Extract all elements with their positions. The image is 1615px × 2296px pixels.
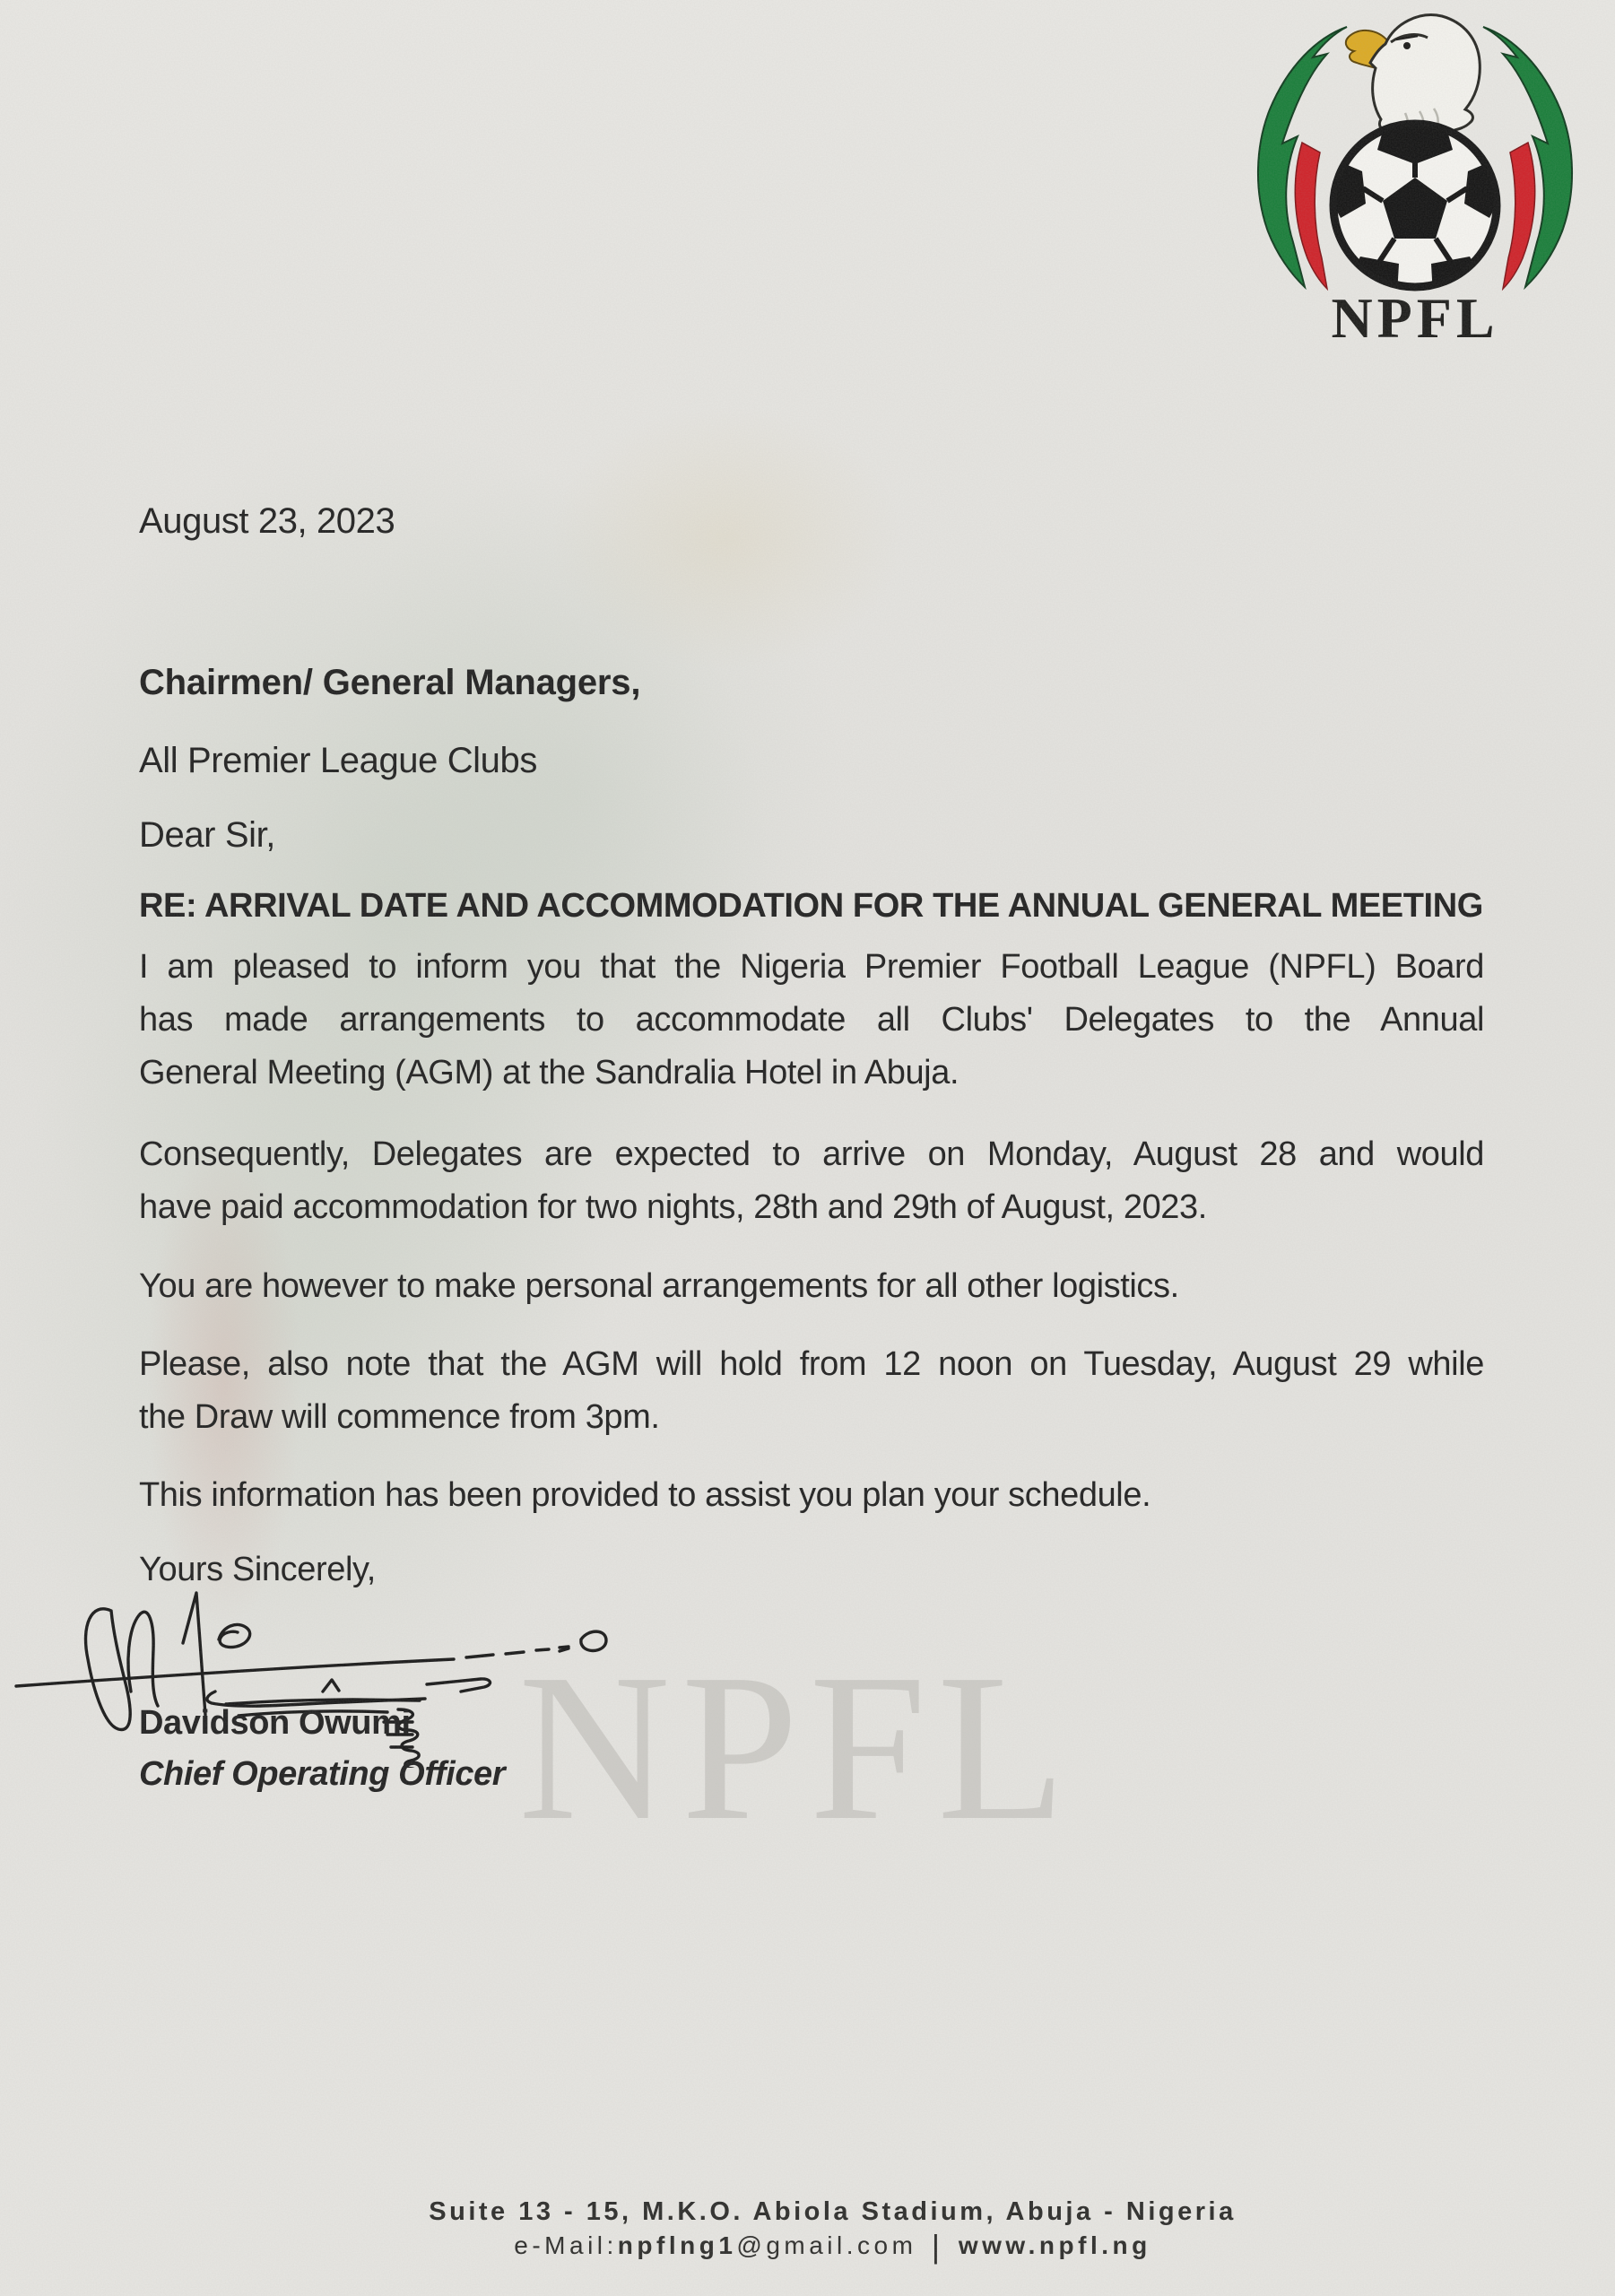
footer-email-user: npflng1 — [617, 2231, 737, 2259]
recipient-line-1: Chairmen/ General Managers, — [139, 663, 641, 702]
npfl-logo — [1212, 4, 1615, 377]
body-paragraph-4 — [139, 1338, 1484, 1444]
paragraph-line: General Meeting (AGM) at the Sandralia Hotel in Abuja. — [139, 1054, 959, 1091]
soccer-ball-icon — [1324, 118, 1506, 295]
eagle-eye — [1403, 42, 1411, 49]
footer-separator: | — [931, 2228, 944, 2265]
signatory-name: Davidson Owumi — [139, 1704, 411, 1742]
paragraph-line: This information has been provided to assist you plan your schedule. — [139, 1476, 1151, 1514]
footer-address: Suite 13 - 15, M.K.O. Abiola Stadium, Abuja - Nigeria — [429, 2197, 1237, 2226]
body-paragraph-3 — [139, 1260, 1484, 1313]
subject-line: RE: ARRIVAL DATE AND ACCOMMODATION FOR THE ANNUAL GENERAL MEETING — [139, 887, 1483, 925]
paragraph-line: Consequently, Delegates are expected to arrive on Monday, August 28 and would — [139, 1135, 1484, 1173]
npfl-watermark-text: NPFL — [518, 1631, 1077, 1864]
signatory-title: Chief Operating Officer — [139, 1755, 506, 1793]
paragraph-line: I am pleased to inform you that the Nigeria Premier Football League (NPFL) Board — [139, 948, 1484, 986]
paragraph-line: has made arrangements to accommodate all Clubs' Delegates to the Annual — [139, 1001, 1484, 1039]
closing: Yours Sincerely, — [139, 1551, 376, 1588]
paragraph-line: You are however to make personal arrangements for all other logistics. — [139, 1267, 1179, 1305]
letter-date: August 23, 2023 — [139, 501, 395, 541]
paragraph-line: Please, also note that the AGM will hold from 12 noon on Tuesday, August 29 while — [139, 1345, 1484, 1383]
paragraph-line: the Draw will commence from 3pm. — [139, 1398, 660, 1436]
footer-contact — [25, 2230, 1615, 2263]
logo-wordmark: NPFL — [1331, 286, 1499, 350]
footer-email-label: e-Mail: — [514, 2231, 618, 2259]
letterhead-footer — [25, 2196, 1615, 2263]
recipient-line-2: All Premier League Clubs — [139, 741, 537, 780]
body-paragraph-2 — [139, 1128, 1484, 1234]
footer-website: www.npfl.ng — [958, 2231, 1151, 2259]
footer-email-domain: @gmail.com — [736, 2231, 917, 2259]
body-paragraph-1 — [139, 941, 1484, 1100]
paragraph-line: have paid accommodation for two nights, 28th and 29th of August, 2023. — [139, 1188, 1207, 1226]
body-paragraph-5 — [139, 1469, 1484, 1522]
salutation: Dear Sir, — [139, 815, 276, 855]
